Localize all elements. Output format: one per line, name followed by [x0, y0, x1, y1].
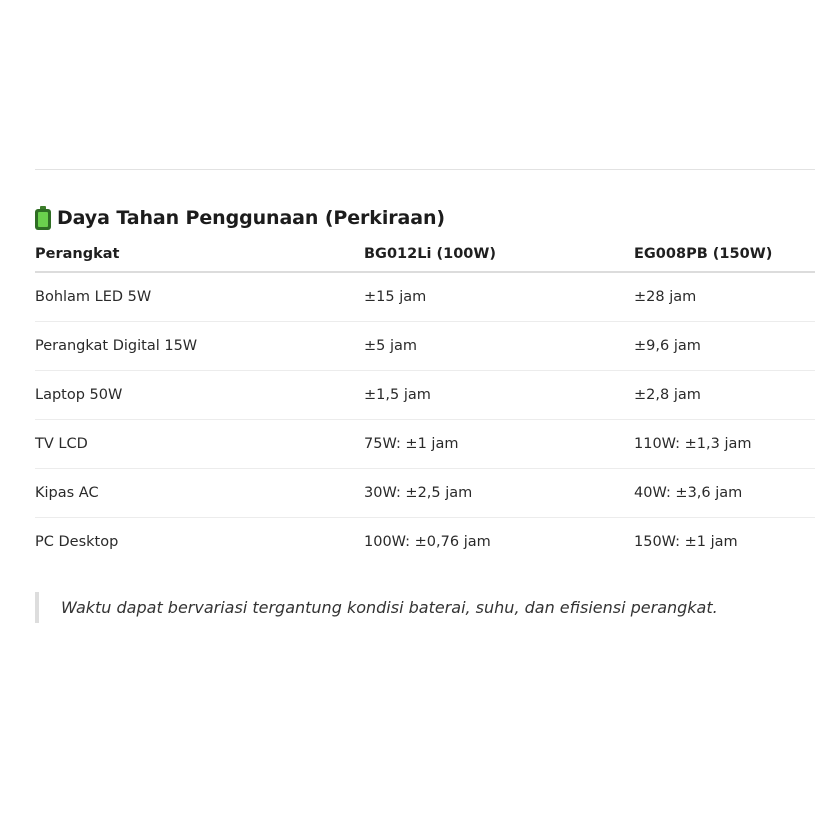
cell-bg012li: ±5 jam	[364, 322, 634, 371]
cell-bg012li: ±1,5 jam	[364, 371, 634, 420]
cell-eg008pb: ±28 jam	[634, 272, 815, 322]
table-row	[35, 272, 815, 322]
note-text: Waktu dapat bervariasi tergantung kondisi baterai, suhu, dan efisiensi perangkat.	[61, 598, 718, 617]
table-row	[35, 371, 815, 420]
header-device: Perangkat	[35, 236, 364, 272]
cell-device: Bohlam LED 5W	[35, 272, 364, 322]
table-row	[35, 322, 815, 371]
battery-icon	[35, 206, 51, 230]
cell-bg012li: 30W: ±2,5 jam	[364, 469, 634, 518]
cell-device: Kipas AC	[35, 469, 364, 518]
table-header-row	[35, 236, 815, 272]
cell-device: Perangkat Digital 15W	[35, 322, 364, 371]
cell-device: TV LCD	[35, 420, 364, 469]
section-title: Daya Tahan Penggunaan (Perkiraan)	[57, 207, 445, 229]
cell-device: PC Desktop	[35, 534, 119, 550]
cell-device: Laptop 50W	[35, 371, 364, 420]
table-row	[35, 518, 815, 567]
section-divider	[35, 169, 815, 170]
cell-eg008pb: 40W: ±3,6 jam	[634, 469, 815, 518]
cell-eg008pb: ±2,8 jam	[634, 371, 815, 420]
cell-eg008pb: 150W: ±1 jam	[634, 534, 738, 550]
cell-eg008pb: ±9,6 jam	[634, 322, 815, 371]
table-row	[35, 469, 815, 518]
cell-eg008pb: 110W: ±1,3 jam	[634, 420, 815, 469]
cell-bg012li: 75W: ±1 jam	[364, 420, 634, 469]
usage-table	[35, 236, 815, 566]
table-row	[35, 420, 815, 469]
header-bg012li: BG012Li (100W)	[364, 236, 634, 272]
cell-bg012li: 100W: ±0,76 jam	[364, 534, 491, 550]
section-heading	[35, 204, 445, 232]
note-blockquote	[35, 592, 718, 623]
cell-bg012li: ±15 jam	[364, 272, 634, 322]
header-eg008pb: EG008PB (150W)	[634, 236, 815, 272]
